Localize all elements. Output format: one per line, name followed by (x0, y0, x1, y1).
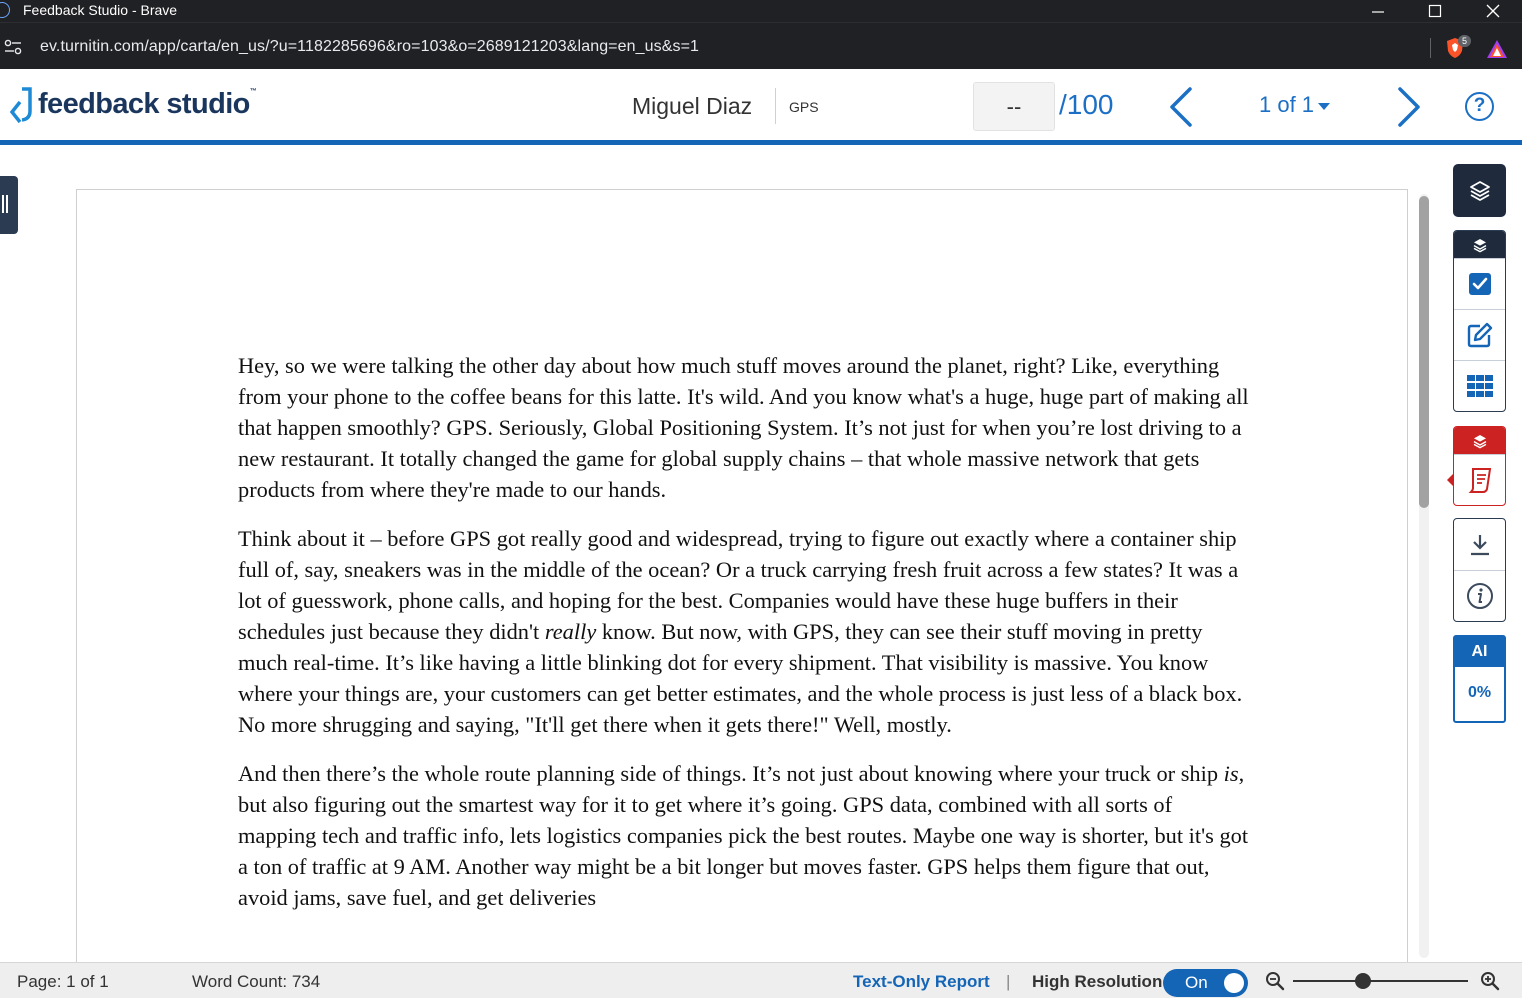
download-icon (1469, 533, 1491, 557)
brave-window-icon (0, 2, 10, 18)
ai-label: AI (1455, 637, 1504, 667)
chevron-down-icon (1318, 103, 1330, 110)
help-button[interactable]: ? (1465, 92, 1494, 121)
logo-text: feedback studio™ (38, 88, 257, 120)
layers-icon (1468, 179, 1492, 203)
maximize-button[interactable] (1407, 0, 1463, 22)
info-icon (1466, 582, 1494, 610)
paper-paragraph (238, 350, 1250, 505)
document-viewer (0, 150, 1522, 962)
minimize-icon (1371, 4, 1385, 18)
similarity-layer-header[interactable] (1454, 427, 1505, 454)
grade-max: /100 (1059, 89, 1114, 120)
status-footer (0, 962, 1522, 998)
layers-icon (1472, 237, 1488, 253)
checkbox-checked-icon (1467, 271, 1493, 297)
edit-icon (1466, 321, 1494, 349)
assignment-title: GPS (789, 99, 819, 115)
grid-icon (1466, 374, 1494, 398)
feedback-summary-button[interactable] (1454, 309, 1505, 360)
zoom-in-icon[interactable] (1480, 971, 1500, 991)
word-count: Word Count: 734 (192, 972, 321, 991)
app-header (0, 69, 1522, 145)
next-paper-button[interactable] (1388, 85, 1428, 129)
emphasized-text: really (544, 619, 597, 644)
text-run: know. But now, with GPS, they can see their stuff moving in pretty much real-time. It’s like having a little blinking dot for every shipment. That visibility is massive. You know where your things are, your customers can get better estimates, and the whole process is just less of a black box. No more shrugging and saying, "It'll get there when it gets there!" Well, mostly. (238, 619, 1243, 737)
rubric-button[interactable] (1454, 360, 1505, 411)
window-title: Feedback Studio - Brave (23, 2, 178, 18)
paper-paragraph (238, 523, 1250, 740)
ai-writing-score-button[interactable] (1453, 635, 1506, 723)
high-resolution-toggle[interactable] (1163, 969, 1248, 997)
toolbar-divider (1430, 38, 1431, 58)
text-run: Hey, so we were talking the other day about how much stuff moves around the planet, right? Like, everything from your phone to the coffee beans for this latte. It's wild. And you know what's a huge, huge part of making all that happen smoothly? GPS. Seriously, Global Positioning System. It’s not just for when you’re lost driving to a new restaurant. It totally changed the game for global supply chains – that whole massive network that gets products from where they're made to our hands. (238, 353, 1249, 502)
header-divider (775, 88, 776, 124)
paper-text (238, 350, 1250, 931)
similarity-report-icon (1467, 466, 1493, 494)
grading-layer-header[interactable] (1454, 231, 1505, 258)
text-run: And then there’s the whole route planning side of things. It’s not just about knowing where your truck or ship (238, 761, 1224, 786)
layers-icon (1472, 433, 1488, 449)
similarity-tools-group (1453, 426, 1506, 506)
address-bar (0, 22, 1522, 69)
side-drawer-toggle[interactable] (0, 176, 18, 234)
turnitin-logo-icon (8, 86, 34, 126)
similarity-report-button[interactable] (1454, 454, 1505, 505)
high-resolution-label: High Resolution (1032, 972, 1163, 991)
zoom-out-icon[interactable] (1265, 971, 1285, 991)
student-name: Miguel Diaz (632, 93, 753, 119)
grading-tools-group (1453, 230, 1506, 412)
feedback-studio-logo[interactable] (8, 86, 256, 126)
site-settings-icon[interactable] (4, 39, 22, 55)
paper-page (76, 189, 1408, 989)
submission-info-button[interactable] (1454, 570, 1505, 621)
previous-paper-button[interactable] (1162, 85, 1202, 129)
url-input[interactable]: ev.turnitin.com/app/carta/en_us/?u=1182285696&ro=103&o=2689121203&lang=en_us&s=1 (40, 38, 700, 55)
utility-tools-group (1453, 518, 1506, 622)
paper-selector-dropdown[interactable]: 1 of 1 (1259, 92, 1330, 118)
download-button[interactable] (1454, 519, 1505, 570)
maximize-icon (1428, 4, 1442, 18)
text-run: Think about it – before GPS got really good and widespread, trying to figure out exactly where a container ship full of, say, sneakers was in the middle of the ocean? Or a truck carrying fresh fruit across a few states? It was a lot of guesswork, phone calls, and hoping for the best. Companies would have these huge buffers in their schedules just because they didn't (238, 526, 1239, 644)
minimize-button[interactable] (1350, 0, 1406, 22)
zoom-slider-track[interactable] (1293, 980, 1468, 982)
active-panel-pointer (1447, 474, 1453, 486)
drag-handle-icon (2, 195, 8, 213)
browser-title-bar (0, 0, 1522, 22)
page-info: Page: 1 of 1 (17, 972, 109, 991)
toggle-knob (1224, 973, 1244, 993)
text-only-report-link[interactable]: Text-Only Report (853, 972, 990, 991)
zoom-slider-handle[interactable] (1355, 973, 1371, 989)
ai-score-value: 0% (1467, 684, 1492, 701)
text-run: , but also figuring out the smartest way for it to get where it’s going. GPS data, combined with all sorts of mapping tech and traffic info, lets logistics companies pick the best routes. Maybe one way is shorter, but it's got a ton of traffic at 9 AM. Another way might be a bit longer but moves faster. GPS helps them figure that out, avoid jams, save fuel, and get deliveries (238, 761, 1249, 910)
grading-checkbox-button[interactable] (1454, 258, 1505, 309)
toggle-state-label: On (1185, 973, 1208, 992)
brave-rewards-icon[interactable] (1486, 39, 1508, 59)
grade-input[interactable]: -- (973, 82, 1055, 131)
paper-paragraph (238, 758, 1250, 913)
close-window-button[interactable] (1465, 0, 1521, 22)
shields-count-badge: 5 (1458, 35, 1471, 47)
footer-separator: | (1006, 972, 1011, 991)
layers-button[interactable] (1453, 164, 1506, 217)
emphasized-text: is (1223, 761, 1239, 786)
close-icon (1486, 4, 1500, 18)
document-scrollbar-thumb[interactable] (1419, 196, 1429, 508)
